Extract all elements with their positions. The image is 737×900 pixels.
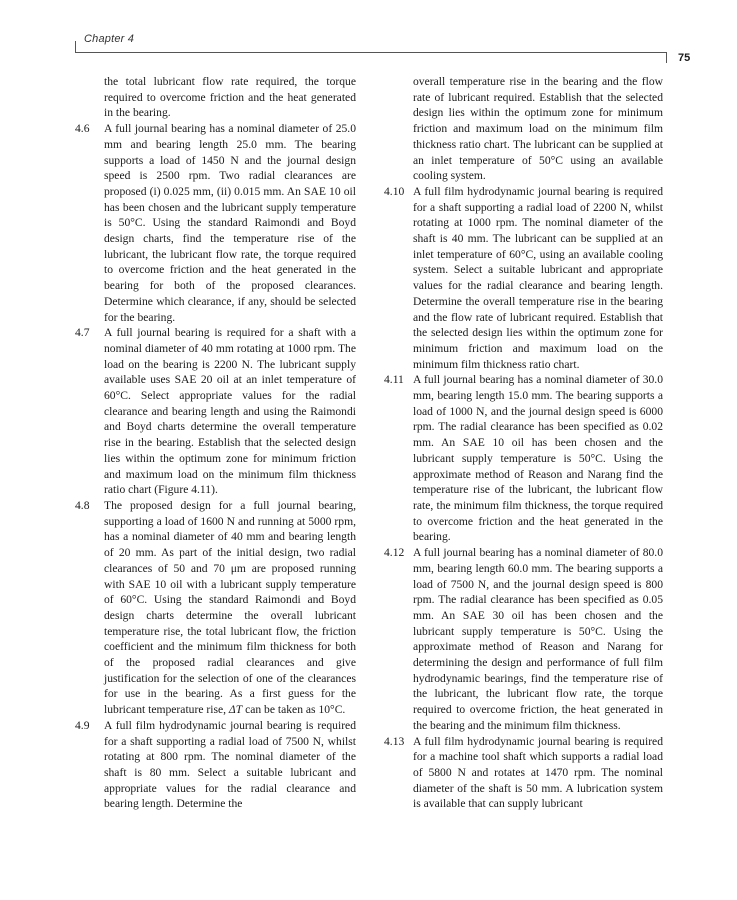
problem-4-6: [75, 121, 356, 325]
left-column: [75, 74, 356, 812]
problem-text: The proposed design for a full journal bearing, supporting a load of 1600 N and running at 5000 rpm, has a nominal diameter of 40 mm and bearing length of 20 mm. As part of the initial design, two radial clearances of 50 and 70 μm are proposed running with SAE 10 oil with a lubricant supply temperature of 60°C. Using the standard Raimondi and Boyd design charts determine the overall lubricant temperature rise, the total lubricant flow, the friction coefficient and the minimum film thickness for both of the proposed radial clearances and give justification for the selection of one of the clearances for use in the bearing. As a first guess for the lubricant temperature rise,: [104, 498, 356, 717]
problem-number: 4.9: [75, 718, 90, 732]
problem-text-end: can be taken as 10°C.: [242, 703, 346, 717]
continuation-paragraph: [384, 74, 663, 184]
problem-text: A full film hydrodynamic journal bearing is required for a machine tool shaft which supports a radial load of 5800 N and rotates at 1470 rpm. The nominal diameter of the shaft is 50 mm. A lubrication system is available that can supply lubricant: [413, 734, 663, 811]
problem-text: A full journal bearing has a nominal diameter of 25.0 mm and bearing length 25.0 mm. The bearing supports a load of 1450 N and the journal design speed is 2500 rpm. Two radial clearances are proposed (i) 0.025 mm, (ii) 0.015 mm. An SAE 10 oil has been chosen and the lubricant supply temperature is 50°C. Using the standard Raimondi and Boyd design charts, find the temperature rise of the lubricant, the lubricant flow rate, the torque required to overcome friction and the heat generated in the bearing for both of the proposed clearances. Determine which clearance, if any, should be selected for the bearing.: [104, 122, 356, 324]
continuation-text: overall temperature rise in the bearing and the flow rate of lubricant required. Establish that the selected design lies within the optimum zone for minimum friction and maximum load on the minimum film thickness ratio chart. The lubricant can be supplied at an inlet temperature of 50°C using an available cooling system.: [413, 75, 663, 183]
problem-text: A full journal bearing is required for a shaft with a nominal diameter of 40 mm rotating at 1000 rpm. The load on the bearing is 2200 N. The lubricant supply available uses SAE 20 oil at an inlet temperature of 60°C. Select appropriate values for the radial clearance and bearing length and using the Raimondi and Boyd charts determine the overall temperature rise in the bearing. Establish that the selected design lies within the optimum zone for minimum friction and maximum load on the minimum film thickness ratio chart (Figure 4.11).: [104, 326, 356, 497]
problem-number: 4.6: [75, 122, 90, 136]
problem-number: 4.7: [75, 326, 90, 340]
problem-number: 4.10: [384, 184, 405, 198]
problem-text: A full journal bearing has a nominal diameter of 80.0 mm, bearing length 60.0 mm. The bearing supports a load of 7500 N, and the journal design speed is 800 rpm. The radial clearance has been specified as 0.05 mm. An SAE 30 oil has been chosen and the lubricant supply temperature is 50°C. Using the approximate method of Reason and Narang for determining the design and performance of full film hydrodynamic bearings, find the temperature rise of the lubricant, the lubricant flow rate, the torque required to overcome friction, the heat generated in the bearing and the minimum film thickness.: [413, 546, 663, 732]
problem-4-9: [75, 718, 356, 812]
problem-4-12: [384, 545, 663, 733]
chapter-running-head: Chapter 4: [84, 33, 135, 45]
header-rule-left-tick: [75, 41, 76, 52]
problem-text: A full film hydrodynamic journal bearing is required for a shaft supporting a radial load of 2200 N, whilst rotating at 1000 rpm. The nominal diameter of the shaft is 40 mm. The lubricant can be supplied at an inlet temperature of 60°C, using an available cooling system. Select a suitable lubricant and appropriate values for the radial clearance and bearing length. Determine the overall temperature rise in the bearing and the flow rate of lubricant required. Establish that the selected design lies within the optimum zone for minimum friction and maximum load on the minimum film thickness ratio chart.: [413, 184, 663, 371]
problem-number: 4.8: [75, 498, 90, 512]
delta-t-symbol: ΔT: [228, 703, 243, 717]
header-rule: [75, 52, 666, 53]
header-rule-right-tick: [666, 52, 667, 63]
problem-4-7: [75, 325, 356, 498]
problem-4-8: [75, 498, 356, 718]
problem-number: 4.12: [384, 546, 405, 560]
problem-4-13: [384, 734, 663, 813]
continuation-text: the total lubricant flow rate required, the torque required to overcome friction and the heat generated in the bearing.: [104, 75, 356, 120]
continuation-paragraph: [75, 74, 356, 121]
problem-number: 4.13: [384, 734, 405, 748]
problem-number: 4.11: [384, 373, 404, 387]
page-number: 75: [678, 52, 691, 64]
problem-text: A full film hydrodynamic journal bearing is required for a shaft supporting a radial load of 7500 N, whilst rotating at 800 rpm. The nominal diameter of the shaft is 80 mm. Select a suitable lubricant and appropriate values for the radial clearance and bearing length. Determine the: [104, 718, 356, 811]
right-column: [384, 74, 663, 812]
problem-4-11: [384, 372, 663, 545]
problem-4-10: [384, 184, 663, 372]
problem-text: A full journal bearing has a nominal diameter of 30.0 mm, bearing length 15.0 mm. The bearing supports a load of 1000 N, and the journal design speed is 6000 rpm. The radial clearance has been specified as 0.02 mm. An SAE 10 oil has been chosen and the lubricant supply temperature is 50°C. Using the approximate method of Reason and Narang find the temperature rise of the lubricant, the lubricant flow rate, the minimum film thickness, the torque required to overcome friction and the heat generated in the bearing.: [413, 373, 663, 544]
